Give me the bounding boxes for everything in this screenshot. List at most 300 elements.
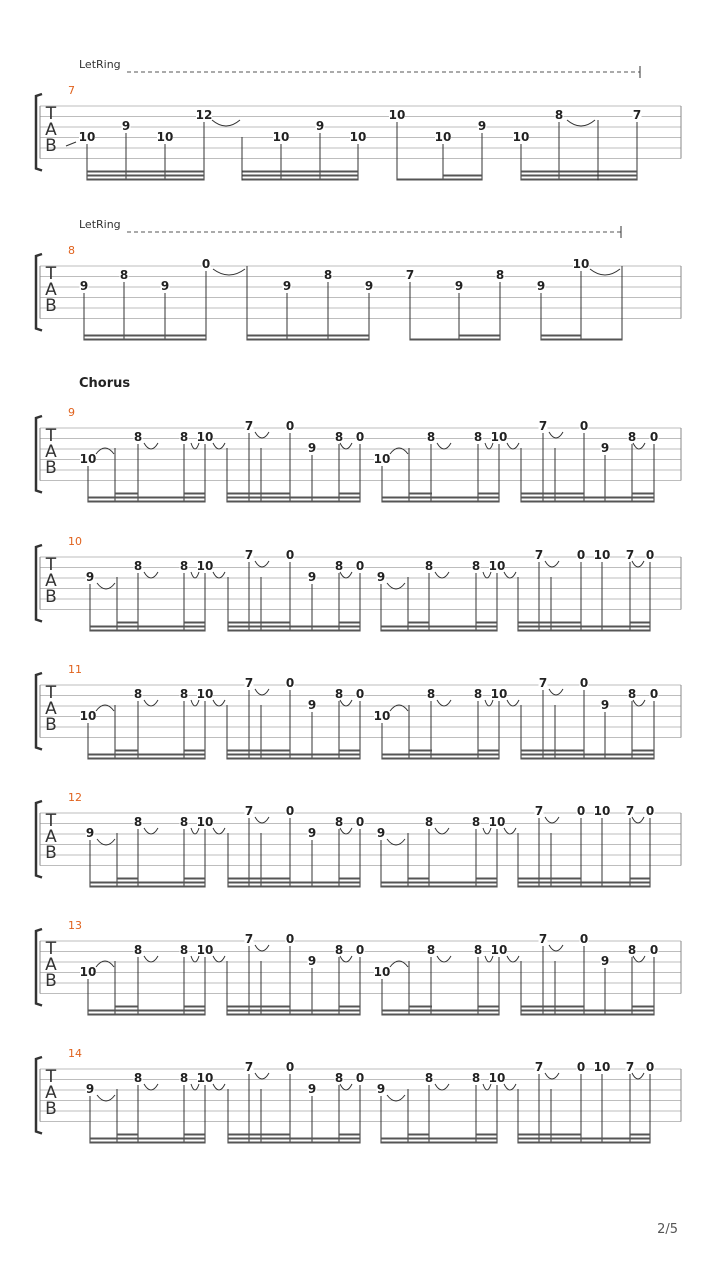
- note-beam: [630, 630, 650, 632]
- tie-arc: [590, 269, 620, 275]
- fret-number: 0: [649, 687, 659, 701]
- tab-clef-letter: T: [45, 264, 57, 284]
- tab-clef-letter: B: [45, 458, 57, 478]
- fret-number: 7: [632, 108, 642, 122]
- note-beam: [630, 1138, 650, 1140]
- tie-arc: [549, 432, 563, 438]
- fret-number: 8: [179, 943, 189, 957]
- note-beam: [228, 886, 290, 888]
- note-beam: [630, 1142, 650, 1144]
- note-beam: [339, 882, 360, 884]
- tab-clef-letter: T: [45, 555, 57, 575]
- fret-number: 8: [471, 1071, 481, 1085]
- note-beam: [227, 497, 290, 499]
- fret-number: 10: [196, 815, 214, 829]
- fret-number: 9: [79, 279, 89, 293]
- fret-number: 8: [471, 559, 481, 573]
- note-beam: [242, 171, 358, 173]
- measure-number: 13: [68, 919, 82, 932]
- note-beam: [227, 501, 290, 503]
- note-beam: [227, 493, 290, 495]
- fret-number: 0: [355, 687, 365, 701]
- note-beam: [184, 622, 205, 624]
- tie-arc: [545, 817, 559, 823]
- note-beam: [242, 179, 358, 181]
- tab-clef-letter: B: [45, 136, 57, 156]
- fret-number: 8: [119, 268, 129, 282]
- fret-number: 9: [307, 570, 317, 584]
- note-beam: [228, 882, 290, 884]
- note-beam: [408, 882, 429, 884]
- fret-number: 7: [244, 419, 254, 433]
- note-beam: [247, 339, 369, 341]
- note-beam: [115, 758, 138, 760]
- tie-arc: [213, 828, 225, 834]
- fret-number: 7: [244, 1060, 254, 1074]
- note-beam: [227, 750, 290, 752]
- note-beam: [339, 750, 360, 752]
- fret-number: 10: [373, 709, 391, 723]
- tab-clef-letter: T: [45, 811, 57, 831]
- note-beam: [443, 175, 482, 177]
- tab-clef-letter: B: [45, 715, 57, 735]
- measure-number: 12: [68, 791, 82, 804]
- note-beam: [339, 754, 360, 756]
- note-beam: [339, 493, 360, 495]
- staff-bracket: [36, 1057, 42, 1134]
- note-beam: [521, 501, 584, 503]
- note-beam: [339, 1010, 360, 1012]
- note-beam: [184, 886, 205, 888]
- measure-number: 9: [68, 406, 75, 419]
- fret-number: 8: [179, 687, 189, 701]
- fret-number: 0: [649, 943, 659, 957]
- staff-bracket: [36, 416, 42, 493]
- tie-arc: [545, 1073, 559, 1079]
- note-beam: [184, 1138, 205, 1140]
- fret-number: 10: [593, 548, 611, 562]
- tie-arc: [144, 700, 158, 706]
- fret-number: 10: [373, 965, 391, 979]
- staff-bracket: [36, 254, 42, 331]
- note-beam: [339, 1138, 360, 1140]
- note-beam: [247, 335, 369, 337]
- note-beam: [184, 754, 205, 756]
- note-beam: [115, 1010, 138, 1012]
- note-beam: [227, 1014, 290, 1016]
- section-label: Chorus: [79, 376, 131, 391]
- note-beam: [228, 630, 290, 632]
- fret-number: 10: [196, 430, 214, 444]
- note-beam: [117, 882, 138, 884]
- fret-number: 9: [307, 441, 317, 455]
- fret-number: 10: [156, 130, 174, 144]
- fret-number: 8: [179, 559, 189, 573]
- note-beam: [228, 622, 290, 624]
- fret-number: 8: [627, 943, 637, 957]
- tie-arc: [255, 432, 269, 438]
- fret-number: 8: [179, 1071, 189, 1085]
- fret-number: 7: [625, 548, 635, 562]
- note-beam: [184, 1006, 205, 1008]
- note-beam: [184, 1134, 205, 1136]
- tie-arc: [255, 945, 269, 951]
- note-beam: [478, 754, 499, 756]
- tab-clef-letter: A: [45, 442, 57, 462]
- tab-clef-letter: A: [45, 571, 57, 591]
- note-beam: [632, 501, 654, 503]
- fret-number: 8: [426, 943, 436, 957]
- fret-number: 10: [488, 1071, 506, 1085]
- note-beam: [632, 758, 654, 760]
- fret-number: 10: [593, 804, 611, 818]
- note-beam: [518, 882, 581, 884]
- tie-arc: [255, 817, 269, 823]
- note-beam: [115, 750, 138, 752]
- tie-arc: [144, 828, 158, 834]
- note-beam: [408, 1134, 429, 1136]
- fret-number: 10: [272, 130, 290, 144]
- fret-number: 9: [600, 441, 610, 455]
- note-beam: [541, 335, 581, 337]
- note-beam: [408, 630, 429, 632]
- fret-number: 10: [490, 430, 508, 444]
- note-beam: [521, 179, 637, 181]
- fret-number: 7: [534, 1060, 544, 1074]
- tie-arc: [435, 828, 449, 834]
- tie-arc: [504, 1084, 516, 1090]
- note-beam: [339, 626, 360, 628]
- staff-bracket: [36, 94, 42, 171]
- note-beam: [115, 1006, 138, 1008]
- tie-arc: [437, 443, 451, 449]
- tie-arc: [549, 945, 563, 951]
- note-beam: [518, 1142, 581, 1144]
- note-beam: [117, 1138, 138, 1140]
- note-beam: [409, 754, 432, 756]
- fret-number: 8: [133, 687, 143, 701]
- tie-arc: [567, 120, 595, 126]
- measure-number: 8: [68, 244, 75, 257]
- note-beam: [227, 1006, 290, 1008]
- fret-number: 8: [334, 559, 344, 573]
- note-beam: [115, 501, 138, 503]
- staff-bracket: [36, 545, 42, 622]
- tie-arc: [437, 956, 451, 962]
- fret-number: 0: [285, 676, 295, 690]
- note-beam: [459, 339, 500, 341]
- fret-number: 7: [244, 804, 254, 818]
- fret-number: 9: [307, 954, 317, 968]
- fret-number: 0: [285, 419, 295, 433]
- fret-number: 9: [376, 570, 386, 584]
- tab-clef-letter: A: [45, 827, 57, 847]
- fret-number: 9: [160, 279, 170, 293]
- fret-number: 8: [473, 430, 483, 444]
- fret-number: 0: [355, 559, 365, 573]
- fret-number: 10: [79, 709, 97, 723]
- note-beam: [408, 886, 429, 888]
- fret-number: 7: [538, 676, 548, 690]
- note-beam: [521, 171, 637, 173]
- tie-arc: [437, 700, 451, 706]
- note-beam: [521, 750, 584, 752]
- note-beam: [184, 1010, 205, 1012]
- fret-number: 7: [534, 548, 544, 562]
- fret-number: 0: [645, 804, 655, 818]
- note-beam: [184, 878, 205, 880]
- tie-arc: [212, 120, 240, 126]
- fret-number: 7: [244, 548, 254, 562]
- fret-number: 10: [196, 1071, 214, 1085]
- note-beam: [117, 630, 138, 632]
- fret-number: 10: [488, 559, 506, 573]
- tie-arc: [213, 269, 245, 275]
- fret-number: 8: [133, 430, 143, 444]
- fret-number: 8: [179, 430, 189, 444]
- note-beam: [443, 179, 482, 181]
- fret-number: 9: [364, 279, 374, 293]
- staff-bracket: [36, 673, 42, 750]
- note-beam: [84, 335, 206, 337]
- fret-number: 10: [490, 943, 508, 957]
- measure-number: 10: [68, 535, 82, 548]
- tab-clef-letter: T: [45, 104, 57, 124]
- note-beam: [541, 339, 581, 341]
- fret-number: 0: [645, 1060, 655, 1074]
- note-beam: [478, 501, 499, 503]
- note-beam: [228, 1142, 290, 1144]
- fret-number: 8: [473, 687, 483, 701]
- note-beam: [115, 493, 138, 495]
- tab-clef-letter: B: [45, 843, 57, 863]
- fret-number: 9: [454, 279, 464, 293]
- let-ring-label: LetRing: [79, 58, 121, 71]
- tie-arc: [144, 956, 158, 962]
- note-beam: [117, 886, 138, 888]
- tab-clef-letter: B: [45, 1099, 57, 1119]
- fret-number: 8: [334, 1071, 344, 1085]
- tab-clef-letter: T: [45, 1067, 57, 1087]
- fret-number: 10: [512, 130, 530, 144]
- fret-number: 0: [576, 804, 586, 818]
- tie-arc: [255, 561, 269, 567]
- note-beam: [409, 501, 432, 503]
- note-beam: [630, 1134, 650, 1136]
- note-beam: [478, 750, 499, 752]
- fret-number: 0: [576, 548, 586, 562]
- fret-number: 9: [600, 954, 610, 968]
- measure-number: 14: [68, 1047, 82, 1060]
- note-beam: [87, 171, 204, 173]
- note-beam: [339, 1142, 360, 1144]
- note-beam: [408, 1138, 429, 1140]
- fret-number: 7: [244, 676, 254, 690]
- note-beam: [409, 1010, 432, 1012]
- note-beam: [518, 1134, 581, 1136]
- fret-number: 8: [471, 815, 481, 829]
- tie-arc: [435, 572, 449, 578]
- note-beam: [521, 1010, 584, 1012]
- fret-number: 9: [307, 698, 317, 712]
- note-beam: [117, 1142, 138, 1144]
- fret-number: 9: [307, 826, 317, 840]
- fret-number: 10: [79, 452, 97, 466]
- tie-arc: [504, 572, 516, 578]
- tie-arc: [507, 956, 519, 962]
- fret-number: 10: [78, 130, 96, 144]
- note-beam: [478, 1010, 499, 1012]
- fret-number: 0: [355, 815, 365, 829]
- note-beam: [518, 626, 581, 628]
- note-beam: [476, 622, 497, 624]
- fret-number: 10: [388, 108, 406, 122]
- fret-number: 0: [201, 257, 211, 271]
- note-beam: [408, 622, 429, 624]
- note-beam: [478, 497, 499, 499]
- note-beam: [184, 497, 205, 499]
- fret-number: 0: [355, 1071, 365, 1085]
- tie-arc: [213, 443, 225, 449]
- fret-number: 10: [593, 1060, 611, 1074]
- note-beam: [408, 1142, 429, 1144]
- fret-number: 8: [179, 815, 189, 829]
- note-beam: [632, 497, 654, 499]
- tab-clef-letter: B: [45, 296, 57, 316]
- note-beam: [518, 1138, 581, 1140]
- note-beam: [227, 754, 290, 756]
- tab-clef-letter: A: [45, 699, 57, 719]
- tie-arc: [549, 689, 563, 695]
- fret-number: 0: [285, 804, 295, 818]
- tab-clef-letter: B: [45, 971, 57, 991]
- fret-number: 10: [488, 815, 506, 829]
- note-beam: [84, 339, 206, 341]
- note-beam: [630, 878, 650, 880]
- note-beam: [227, 758, 290, 760]
- tie-arc: [507, 443, 519, 449]
- note-beam: [630, 886, 650, 888]
- fret-number: 8: [334, 943, 344, 957]
- fret-number: 0: [649, 430, 659, 444]
- fret-number: 12: [195, 108, 213, 122]
- note-beam: [409, 497, 432, 499]
- note-beam: [632, 750, 654, 752]
- fret-number: 0: [645, 548, 655, 562]
- note-beam: [339, 497, 360, 499]
- fret-number: 9: [307, 1082, 317, 1096]
- fret-number: 8: [627, 687, 637, 701]
- staff-bracket: [36, 929, 42, 1006]
- note-beam: [339, 758, 360, 760]
- fret-number: 0: [355, 430, 365, 444]
- note-beam: [242, 175, 358, 177]
- measure-number: 11: [68, 663, 82, 676]
- note-beam: [521, 1014, 584, 1016]
- fret-number: 10: [349, 130, 367, 144]
- fret-number: 9: [85, 570, 95, 584]
- fret-number: 7: [625, 1060, 635, 1074]
- note-beam: [632, 493, 654, 495]
- tab-clef-letter: A: [45, 1083, 57, 1103]
- fret-number: 7: [244, 932, 254, 946]
- fret-number: 8: [133, 1071, 143, 1085]
- fret-number: 9: [85, 826, 95, 840]
- note-beam: [339, 1006, 360, 1008]
- fret-number: 10: [572, 257, 590, 271]
- fret-number: 8: [424, 1071, 434, 1085]
- note-beam: [117, 626, 138, 628]
- note-beam: [521, 758, 584, 760]
- fret-number: 8: [133, 943, 143, 957]
- note-beam: [476, 886, 497, 888]
- note-beam: [117, 878, 138, 880]
- fret-number: 8: [323, 268, 333, 282]
- note-beam: [87, 179, 204, 181]
- tie-arc: [255, 1073, 269, 1079]
- tie-arc: [213, 700, 225, 706]
- fret-number: 10: [196, 943, 214, 957]
- note-beam: [184, 626, 205, 628]
- fret-number: 0: [355, 943, 365, 957]
- fret-number: 9: [536, 279, 546, 293]
- tab-clef-letter: A: [45, 955, 57, 975]
- fret-number: 9: [376, 1082, 386, 1096]
- fret-number: 8: [334, 430, 344, 444]
- note-beam: [409, 1006, 432, 1008]
- note-beam: [184, 758, 205, 760]
- note-beam: [409, 1014, 432, 1016]
- staff-bracket: [36, 801, 42, 878]
- fret-number: 10: [79, 965, 97, 979]
- note-beam: [632, 1014, 654, 1016]
- note-beam: [518, 622, 581, 624]
- note-beam: [228, 626, 290, 628]
- note-beam: [630, 626, 650, 628]
- fret-number: 8: [424, 559, 434, 573]
- tie-arc: [507, 700, 519, 706]
- note-beam: [408, 626, 429, 628]
- fret-number: 9: [121, 119, 131, 133]
- fret-number: 7: [538, 932, 548, 946]
- note-beam: [117, 1134, 138, 1136]
- measure-number: 7: [68, 84, 75, 97]
- note-beam: [476, 878, 497, 880]
- note-beam: [632, 1006, 654, 1008]
- tie-arc: [213, 956, 225, 962]
- note-beam: [521, 493, 584, 495]
- tab-clef-letter: A: [45, 120, 57, 140]
- fret-number: 8: [424, 815, 434, 829]
- tie-arc: [144, 572, 158, 578]
- fret-number: 9: [477, 119, 487, 133]
- fret-number: 7: [625, 804, 635, 818]
- fret-number: 9: [600, 698, 610, 712]
- note-beam: [459, 335, 500, 337]
- tie-arc: [504, 828, 516, 834]
- let-ring-label: LetRing: [79, 218, 121, 231]
- fret-number: 10: [196, 687, 214, 701]
- tie-arc: [213, 1084, 225, 1090]
- fret-number: 7: [405, 268, 415, 282]
- note-beam: [184, 882, 205, 884]
- note-beam: [518, 886, 581, 888]
- fret-number: 9: [315, 119, 325, 133]
- fret-number: 8: [334, 815, 344, 829]
- fret-number: 9: [376, 826, 386, 840]
- fret-number: 10: [490, 687, 508, 701]
- fret-number: 0: [579, 419, 589, 433]
